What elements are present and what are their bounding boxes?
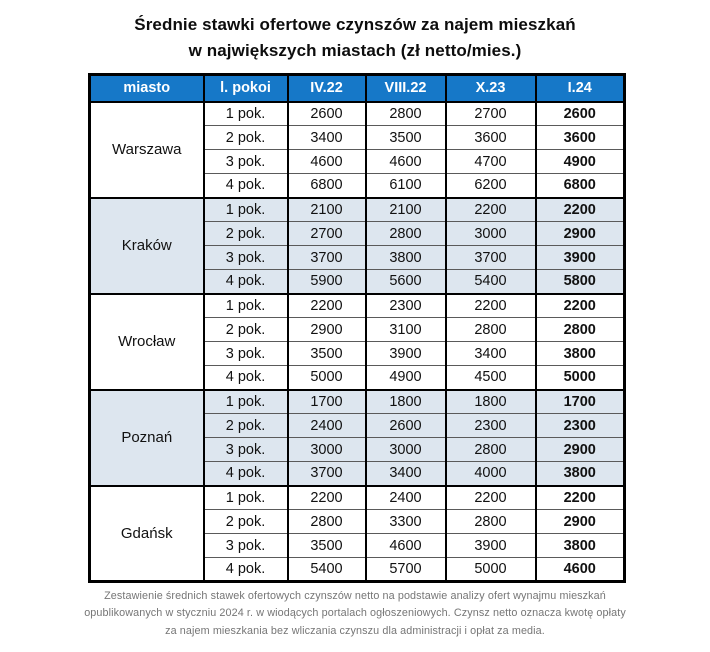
rent-value-cell: 3700 [288, 246, 366, 270]
rent-rates-table [88, 73, 626, 583]
rent-value-cell: 5700 [366, 558, 446, 582]
column-header-i24: I.24 [536, 75, 625, 102]
rent-value-cell: 2200 [288, 294, 366, 318]
rooms-cell: 3 pok. [204, 342, 288, 366]
rent-value-cell: 5000 [536, 366, 625, 390]
rent-value-cell: 2600 [288, 102, 366, 126]
rent-value-cell: 3500 [288, 534, 366, 558]
title-line-1: Średnie stawki ofertowe czynszów za najem mieszkań [134, 15, 576, 34]
rent-value-cell: 2300 [446, 414, 536, 438]
rooms-cell: 1 pok. [204, 390, 288, 414]
rent-value-cell: 3300 [366, 510, 446, 534]
rent-value-cell: 3800 [536, 462, 625, 486]
rent-value-cell: 3400 [288, 126, 366, 150]
rent-value-cell: 3000 [446, 222, 536, 246]
city-name-cell: Warszawa [90, 102, 204, 198]
rent-value-cell: 3700 [446, 246, 536, 270]
rent-value-cell: 2200 [536, 486, 625, 510]
rent-value-cell: 2800 [288, 510, 366, 534]
rent-value-cell: 2400 [288, 414, 366, 438]
page-title [0, 0, 710, 64]
rooms-cell: 2 pok. [204, 414, 288, 438]
rent-value-cell: 1700 [536, 390, 625, 414]
rooms-cell: 2 pok. [204, 126, 288, 150]
rent-value-cell: 3800 [366, 246, 446, 270]
rent-value-cell: 4600 [288, 150, 366, 174]
rent-value-cell: 2600 [366, 414, 446, 438]
rent-value-cell: 5400 [288, 558, 366, 582]
rent-value-cell: 2200 [536, 198, 625, 222]
column-header-x23: X.23 [446, 75, 536, 102]
rooms-cell: 1 pok. [204, 102, 288, 126]
rent-value-cell: 3900 [536, 246, 625, 270]
rent-value-cell: 2800 [536, 318, 625, 342]
table-row [90, 390, 625, 414]
rent-value-cell: 2700 [446, 102, 536, 126]
rent-value-cell: 5400 [446, 270, 536, 294]
rent-value-cell: 3700 [288, 462, 366, 486]
rooms-cell: 3 pok. [204, 150, 288, 174]
rent-value-cell: 2200 [446, 294, 536, 318]
rent-value-cell: 5600 [366, 270, 446, 294]
rent-value-cell: 3800 [536, 534, 625, 558]
rent-value-cell: 2800 [366, 102, 446, 126]
table-header-row [90, 75, 625, 102]
rooms-cell: 4 pok. [204, 366, 288, 390]
rooms-cell: 2 pok. [204, 222, 288, 246]
rent-value-cell: 3400 [366, 462, 446, 486]
rent-value-cell: 5800 [536, 270, 625, 294]
rent-value-cell: 2800 [366, 222, 446, 246]
rooms-cell: 1 pok. [204, 294, 288, 318]
rooms-cell: 4 pok. [204, 558, 288, 582]
rent-value-cell: 3600 [536, 126, 625, 150]
rent-value-cell: 2800 [446, 318, 536, 342]
column-header-iv22: IV.22 [288, 75, 366, 102]
rent-value-cell: 3500 [288, 342, 366, 366]
rooms-cell: 2 pok. [204, 510, 288, 534]
rent-value-cell: 2800 [446, 510, 536, 534]
rooms-cell: 4 pok. [204, 174, 288, 198]
rent-value-cell: 2700 [288, 222, 366, 246]
rent-value-cell: 3100 [366, 318, 446, 342]
rent-value-cell: 4600 [366, 150, 446, 174]
rooms-cell: 2 pok. [204, 318, 288, 342]
rooms-cell: 4 pok. [204, 270, 288, 294]
rent-value-cell: 2900 [536, 438, 625, 462]
rent-value-cell: 1800 [446, 390, 536, 414]
rent-value-cell: 6200 [446, 174, 536, 198]
rent-value-cell: 3000 [366, 438, 446, 462]
table-row [90, 294, 625, 318]
table-row [90, 198, 625, 222]
rent-value-cell: 3000 [288, 438, 366, 462]
rooms-cell: 3 pok. [204, 534, 288, 558]
rooms-cell: 1 pok. [204, 486, 288, 510]
rent-value-cell: 2100 [366, 198, 446, 222]
rent-value-cell: 3600 [446, 126, 536, 150]
column-header-city: miasto [90, 75, 204, 102]
rooms-cell: 4 pok. [204, 462, 288, 486]
rent-value-cell: 6800 [288, 174, 366, 198]
rent-value-cell: 2800 [446, 438, 536, 462]
city-name-cell: Wrocław [90, 294, 204, 390]
rent-value-cell: 2200 [536, 294, 625, 318]
rent-value-cell: 4700 [446, 150, 536, 174]
rent-value-cell: 3900 [446, 534, 536, 558]
table-row [90, 102, 625, 126]
rooms-cell: 1 pok. [204, 198, 288, 222]
city-name-cell: Poznań [90, 390, 204, 486]
table-row [90, 486, 625, 510]
rent-value-cell: 2200 [446, 486, 536, 510]
rent-value-cell: 2900 [288, 318, 366, 342]
rent-value-cell: 6100 [366, 174, 446, 198]
column-header-rooms: l. pokoi [204, 75, 288, 102]
rent-value-cell: 2900 [536, 222, 625, 246]
rent-value-cell: 3800 [536, 342, 625, 366]
rent-value-cell: 1800 [366, 390, 446, 414]
rent-value-cell: 4900 [366, 366, 446, 390]
rent-value-cell: 2600 [536, 102, 625, 126]
rent-value-cell: 4600 [536, 558, 625, 582]
city-name-cell: Gdańsk [90, 486, 204, 582]
rooms-cell: 3 pok. [204, 438, 288, 462]
rent-value-cell: 5900 [288, 270, 366, 294]
rent-value-cell: 6800 [536, 174, 625, 198]
rooms-cell: 3 pok. [204, 246, 288, 270]
rent-value-cell: 4900 [536, 150, 625, 174]
rent-value-cell: 5000 [288, 366, 366, 390]
rent-value-cell: 2100 [288, 198, 366, 222]
table-caption: Zestawienie średnich stawek ofertowych czynszów netto na podstawie analizy ofert wynajmu mieszkań opublikowanych w styczniu 2024 r. w wiodących portalach ogłoszeniowych. Czynsz netto oznacza kwotę opłaty za najem mieszkania bez wliczania czynszu dla administracji i opłat za media. [84, 590, 626, 637]
rent-value-cell: 4600 [366, 534, 446, 558]
rent-value-cell: 3400 [446, 342, 536, 366]
rent-value-cell: 2200 [288, 486, 366, 510]
rent-value-cell: 2900 [536, 510, 625, 534]
rent-value-cell: 2200 [446, 198, 536, 222]
column-header-viii22: VIII.22 [366, 75, 446, 102]
table-body [90, 102, 625, 582]
rent-value-cell: 2400 [366, 486, 446, 510]
rent-value-cell: 4500 [446, 366, 536, 390]
rent-value-cell: 5000 [446, 558, 536, 582]
rent-value-cell: 2300 [366, 294, 446, 318]
rent-value-cell: 3900 [366, 342, 446, 366]
rent-value-cell: 2300 [536, 414, 625, 438]
rent-value-cell: 4000 [446, 462, 536, 486]
rent-value-cell: 3500 [366, 126, 446, 150]
rent-value-cell: 1700 [288, 390, 366, 414]
title-line-2: w największych miastach (zł netto/mies.) [188, 41, 522, 60]
city-name-cell: Kraków [90, 198, 204, 294]
